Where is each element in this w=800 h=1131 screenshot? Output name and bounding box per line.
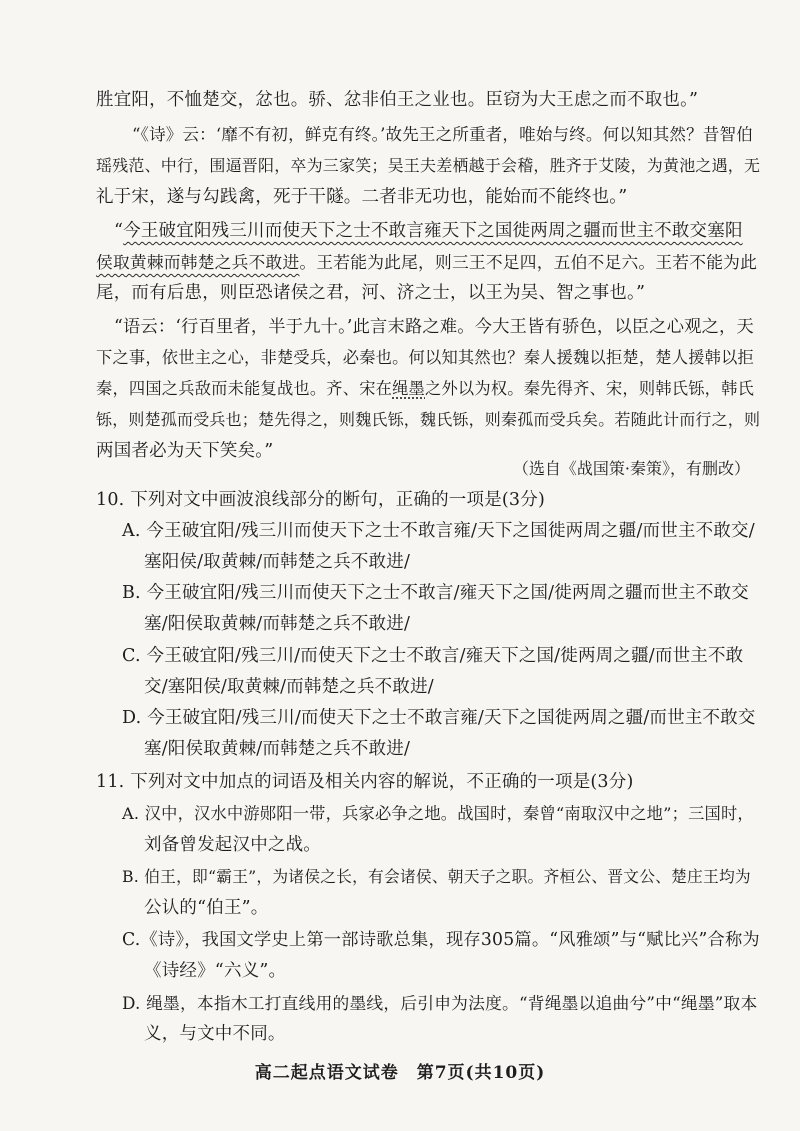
passage-text: 之外以为权。秦先得齐、宋，则韩氏铄，韩氏: [425, 379, 755, 398]
page-footer: 高二起点语文试卷 第7页(共10页): [254, 1063, 546, 1083]
passage-line: “语云：‘行百里者，半于九十。’此言末路之难。今大王皆有骄色，以臣之心观之，天: [114, 317, 754, 337]
question-11-stem: 11. 下列对文中加点的词语及相关内容的解说，不正确的一项是(3分): [96, 772, 634, 792]
option-B-line: 公认的“伯王”。: [144, 898, 269, 918]
option-C-line: 《诗经》“六义”。: [144, 961, 287, 981]
option-D-line: D. 绳墨，本指木工打直线用的墨线，后引申为法度。“背绳墨以追曲兮”中“绳墨”取本: [122, 993, 758, 1013]
option-C-line: C. 今王破宜阳/残三川/而使天下之士不敢言/雍天下之国/徙两周之疆/而世主不敢: [122, 646, 744, 666]
passage-line: 两国者必为天下笑矣。”: [96, 441, 274, 461]
wavy-underlined-text: 今王破宜阳残三川而使天下之士不敢言雍天下之国徙两周之疆而世主不敢交塞阳: [123, 221, 743, 241]
option-A-line: 刘备曾发起汉中之战。: [144, 835, 321, 855]
passage-line: 礼于宋，遂与勾践禽，死于干隧。二者非无功也，能始而不能终也。”: [96, 187, 628, 207]
option-D-line: D. 今王破宜阳/残三川/而使天下之士不敢言雍/天下之国徙两周之疆/而世主不敢交: [122, 708, 756, 728]
passage-line: “《诗》云：‘靡不有初，鲜克有终。’故先王之所重者，唯始与终。何以知其然？昔智伯: [132, 125, 753, 144]
passage-text: 王若能为此尾，则三王不足四，五伯不足六。王若不能为此: [316, 252, 758, 272]
option-B-line: B. 今王破宜阳/残三川而使天下之士不敢言/雍天下之国/徙两周之疆而世主不敢交: [122, 583, 749, 603]
passage-line: 侯取黄棘而韩楚之兵不敢进。王若能为此尾，则三王不足四，五伯不足六。王若不能为此: [96, 252, 758, 272]
option-D-line: 义，与文中不同。: [144, 1024, 286, 1044]
option-C-line: 交/塞阳侯/取黄棘/而韩楚之兵不敢进/: [144, 677, 434, 697]
option-B-line: B. 伯王，即“霸王”，为诸侯之长，有会诸侯、朝天子之职。齐桓公、晋文公、楚庄王均为: [122, 867, 751, 886]
option-D-line: 塞/阳侯取黄棘/而韩楚之兵不敢进/: [144, 739, 411, 759]
option-C-line: C.《诗》，我国文学史上第一部诗歌总集，现存305篇。“风雅颂”与“赋比兴”合称为: [122, 930, 760, 950]
passage-line: 胜宜阳，不恤楚交，忿也。骄、忿非伯王之业也。臣窃为大王虑之而不取也。”: [96, 90, 699, 110]
passage-line: 铄，则楚孤而受兵也；楚先得之，则魏氏铄，魏氏铄，则秦孤而受兵矣。若随此计而行之，则: [96, 410, 761, 429]
passage-line: “今王破宜阳残三川而使天下之士不敢言雍天下之国徙两周之疆而世主不敢交塞阳: [114, 221, 743, 241]
option-B-line: 塞/阳侯取黄棘/而韩楚之兵不敢进/: [144, 614, 411, 634]
source-citation: （选自《战国策·秦策》，有删改）: [512, 459, 750, 478]
wavy-underlined-text: 侯取黄棘而韩楚之兵不敢进: [96, 252, 300, 272]
passage-line: 下之事，依世主之心，非楚受兵，必秦也。何以知其然也？秦人援魏以拒楚，楚人援韩以拒: [96, 348, 754, 367]
passage-line: 尾，而有后患，则臣恐诸侯之君，河、济之士，以王为吴、智之事也。”: [96, 283, 646, 303]
passage-text: 秦，四国之兵敌而未能复战也。齐、宋在: [96, 379, 393, 398]
passage-line: [96, 378, 754, 400]
option-A-line: A. 今王破宜阳/残三川而使天下之士不敢言雍/天下之国徙两周之疆/而世主不敢交/: [122, 521, 755, 541]
passage-line: 瑶残范、中行，围逼晋阳，卒为三家笑；吴王夫差栖越于会稽，胜齐于艾陵，为黄池之遇，无: [96, 156, 761, 175]
dotted-emphasis-text: 绳墨: [392, 379, 426, 398]
question-10-stem: 10. 下列对文中画波浪线部分的断句，正确的一项是(3分): [96, 490, 545, 510]
option-A-line: A. 汉中，汉水中游郧阳一带，兵家必争之地。战国时，秦曾“南取汉中之地”；三国时，: [122, 804, 754, 823]
option-A-line: 塞阳侯/取黄棘/而韩楚之兵不敢进/: [144, 552, 411, 572]
